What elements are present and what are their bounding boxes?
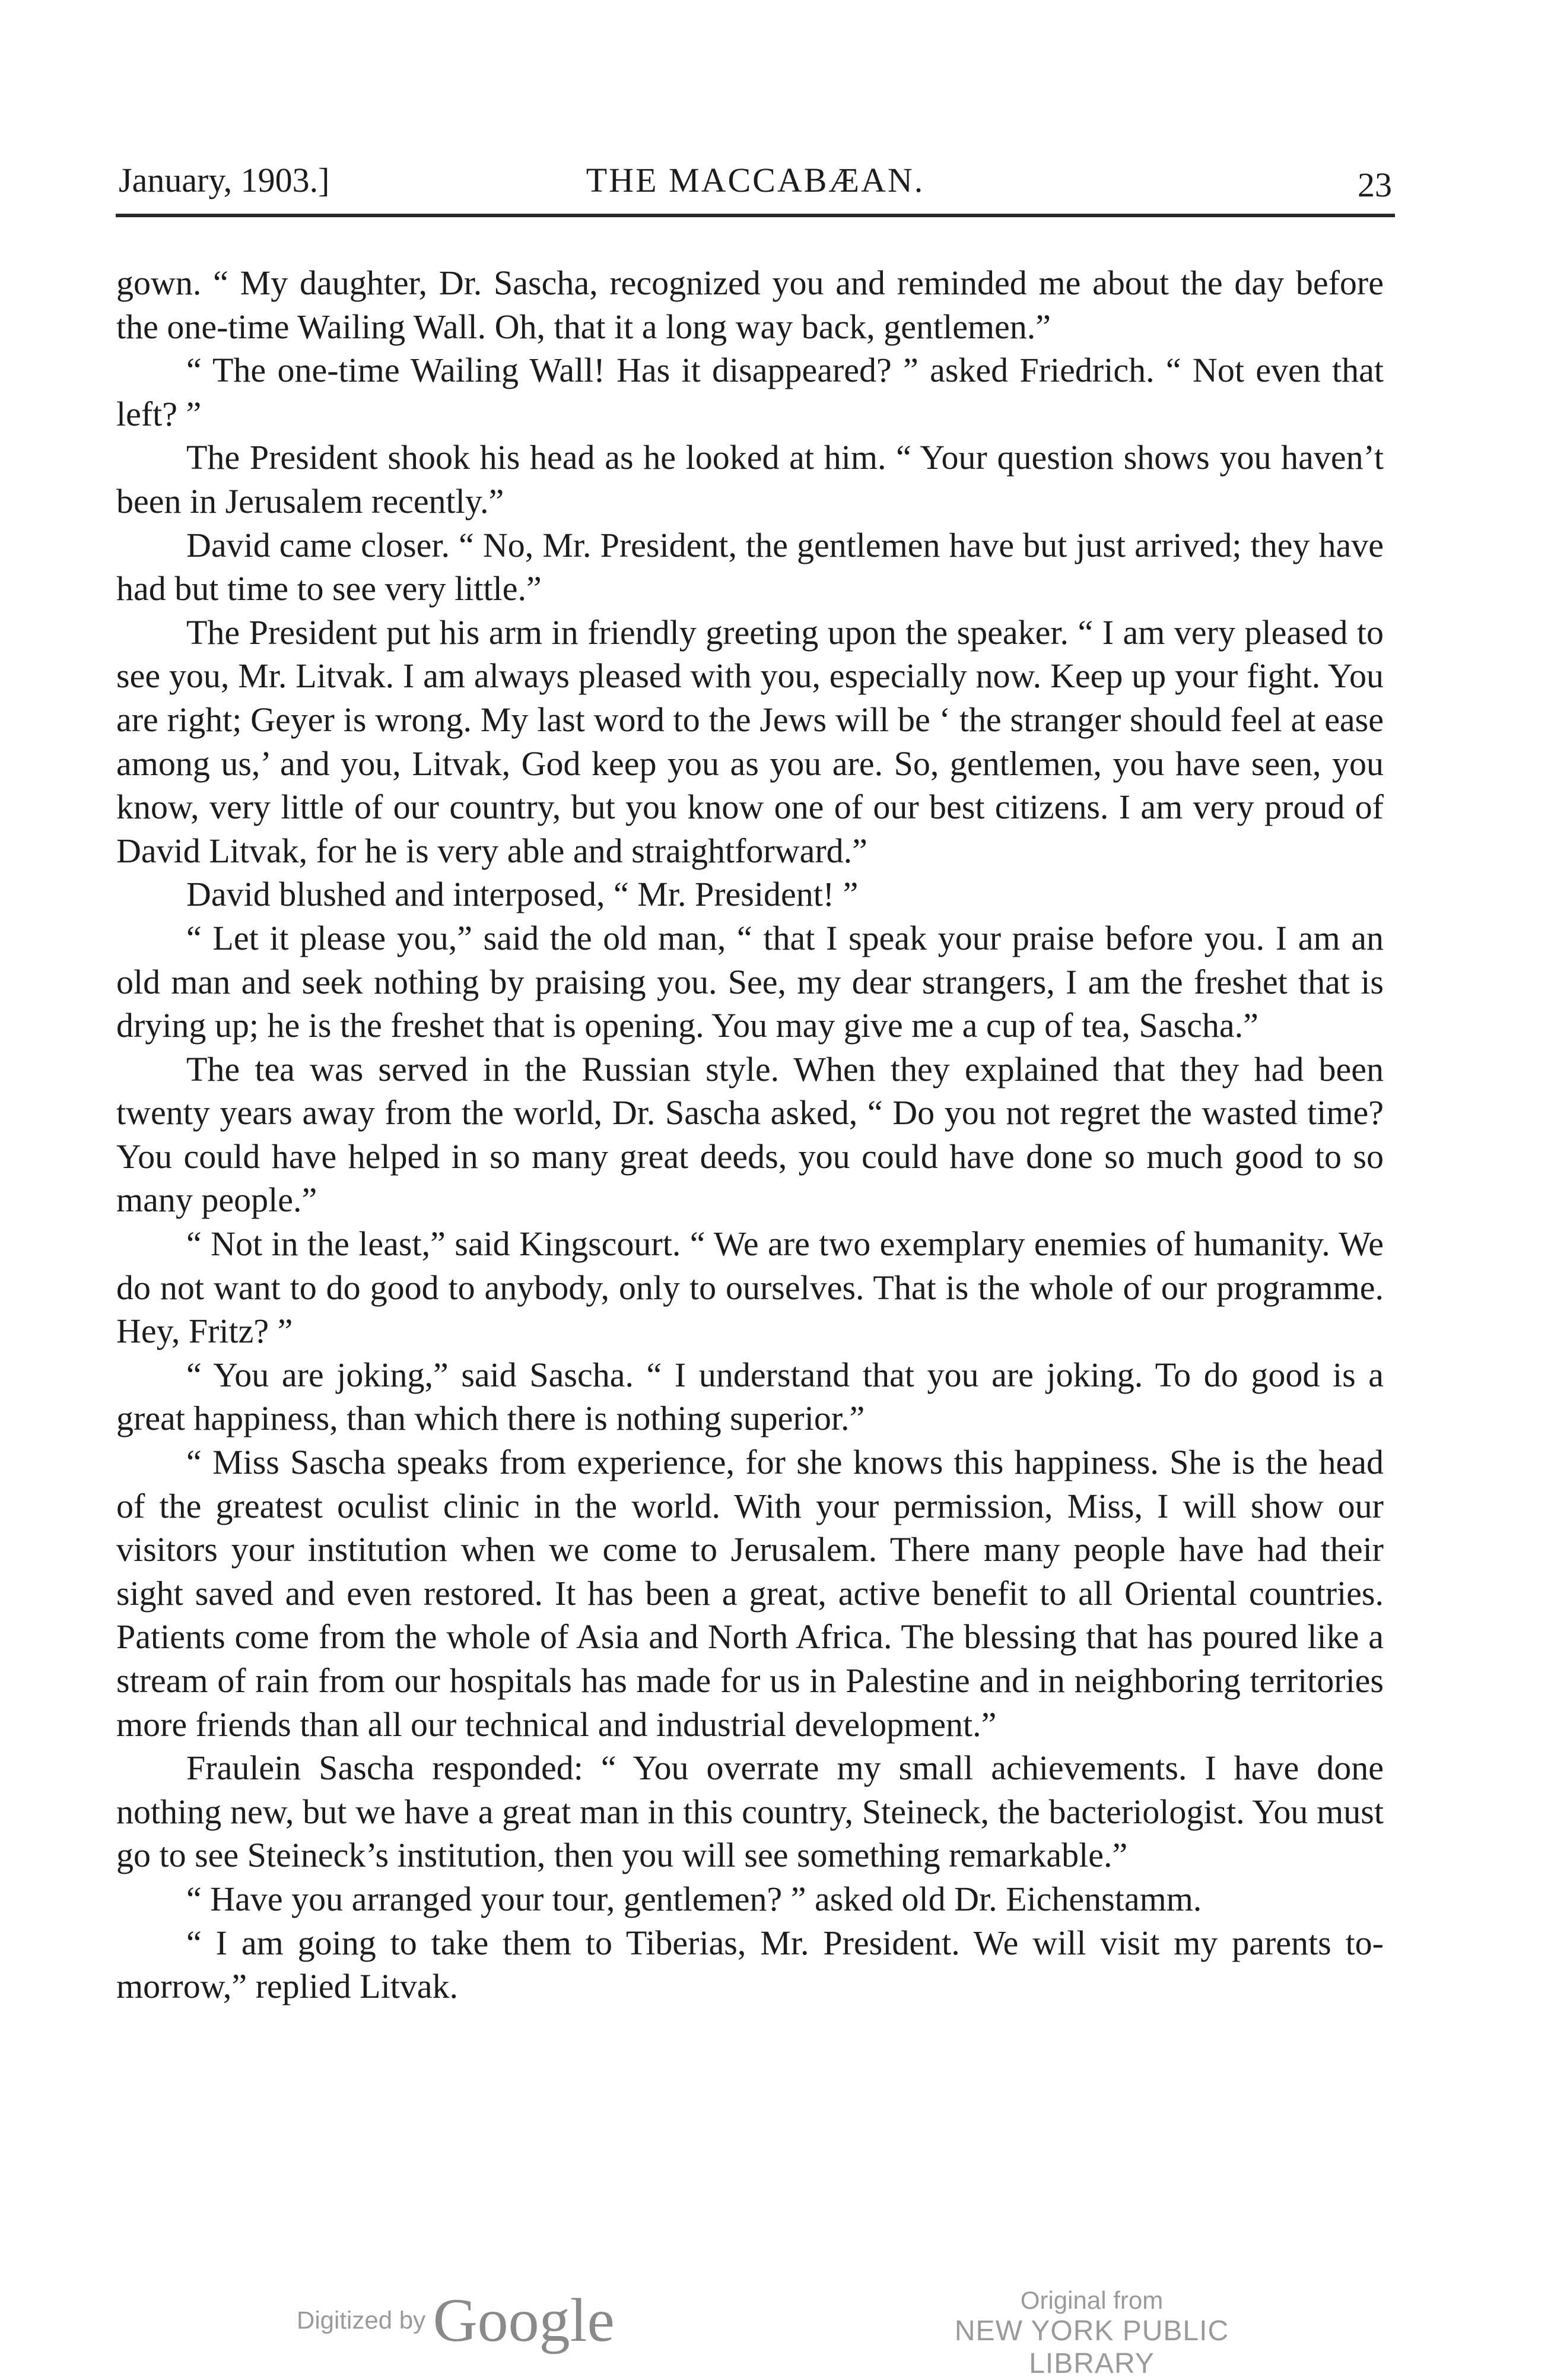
library-name: NEW YORK PUBLIC LIBRARY xyxy=(954,2315,1229,2379)
paragraph: David blushed and interposed, “ Mr. President! ” xyxy=(186,875,859,914)
running-header xyxy=(119,160,1392,208)
header-date: January, 1903.] xyxy=(119,161,330,199)
body-text xyxy=(116,261,1384,2008)
paragraph: The President put his arm in friendly greeting upon the speaker. “ I am very pleased to see you, Mr. Litvak. I am always pleased with you, especially now. Keep up your fight. You are right; Geyer is wrong. My last word to the Jews will be ‘ the stranger should feel at ease among us,’ and you, Litvak, God keep you as you are. So, gentlemen, you have seen, you know, very little of our country, but you know one of our best citizens. I am very proud of David Litvak, for he is very able and straightforward.” xyxy=(116,613,1384,870)
paragraph: gown. “ My daughter, Dr. Sascha, recognized you and reminded me about the day before the one-time Wailing Wall. Oh, that it a long way back, gentlemen.” xyxy=(116,264,1384,346)
paragraph: “ Miss Sascha speaks from experience, for she knows this happiness. She is the head of the greatest oculist clinic in the world. With your permission, Miss, I will show our visitors your institution when we come to Jerusalem. There many people have had their sight saved and even restored. It has been a great, active benefit to all Oriental countries. Patients come from the whole of Asia and North Africa. The blessing that has poured like a stream of rain from our hospitals has made for us in Palestine and in neighboring territories more friends than all our technical and industrial development.” xyxy=(116,1443,1384,1744)
original-from-label: Original from xyxy=(1020,2286,1164,2314)
digitized-by-label: Digitized by xyxy=(297,2306,426,2334)
page-number: 23 xyxy=(1358,166,1392,204)
digitized-by-google-mark xyxy=(297,2285,615,2356)
library-attribution xyxy=(902,2286,1282,2380)
paragraph: Fraulein Sascha responded: “ You overrate my small achievements. I have done nothing new, but we have a great man in this country, Steineck, the bacteriologist. You must go to see Steineck’s institution, then you will see something remarkable.” xyxy=(116,1748,1384,1875)
paragraph: David came closer. “ No, Mr. President, the gentlemen have but just arrived; they have had but time to see very little.” xyxy=(116,525,1384,608)
paragraph: The tea was served in the Russian style. When they explained that they had been twenty years away from the world, Dr. Sascha asked, “ Do you not regret the wasted time? You could have helped in so many great deeds, you could have done so much good to so many people.” xyxy=(116,1049,1384,1220)
paragraph: “ Not in the least,” said Kingscourt. “ We are two exemplary enemies of humanity. We do not want to do good to anybody, only to ourselves. That is the whole of our programme. Hey, Fritz? ” xyxy=(116,1224,1384,1351)
paragraph: “ Let it please you,” said the old man, “ that I speak your praise before you. I am an old man and seek nothing by praising you. See, my dear strangers, I am the freshet that is drying up; he is the freshet that is opening. You may give me a cup of tea, Sascha.” xyxy=(116,918,1384,1045)
paragraph: “ Have you arranged your tour, gentlemen? ” asked old Dr. Eichenstamm. xyxy=(186,1879,1202,1918)
google-logo: Google xyxy=(433,2286,615,2354)
paragraph: “ The one-time Wailing Wall! Has it disappeared? ” asked Friedrich. “ Not even that left? ” xyxy=(116,351,1384,433)
paragraph: “ I am going to take them to Tiberias, Mr. President. We will visit my parents to-morrow,” replied Litvak. xyxy=(116,1923,1384,2006)
paragraph: The President shook his head as he looked at him. “ Your question shows you haven’t been in Jerusalem recently.” xyxy=(116,438,1384,521)
header-title: THE MACCABÆAN. xyxy=(586,161,925,199)
header-rule xyxy=(116,214,1395,217)
paragraph: “ You are joking,” said Sascha. “ I understand that you are joking. To do good is a great happiness, than which there is nothing superior.” xyxy=(116,1355,1384,1438)
